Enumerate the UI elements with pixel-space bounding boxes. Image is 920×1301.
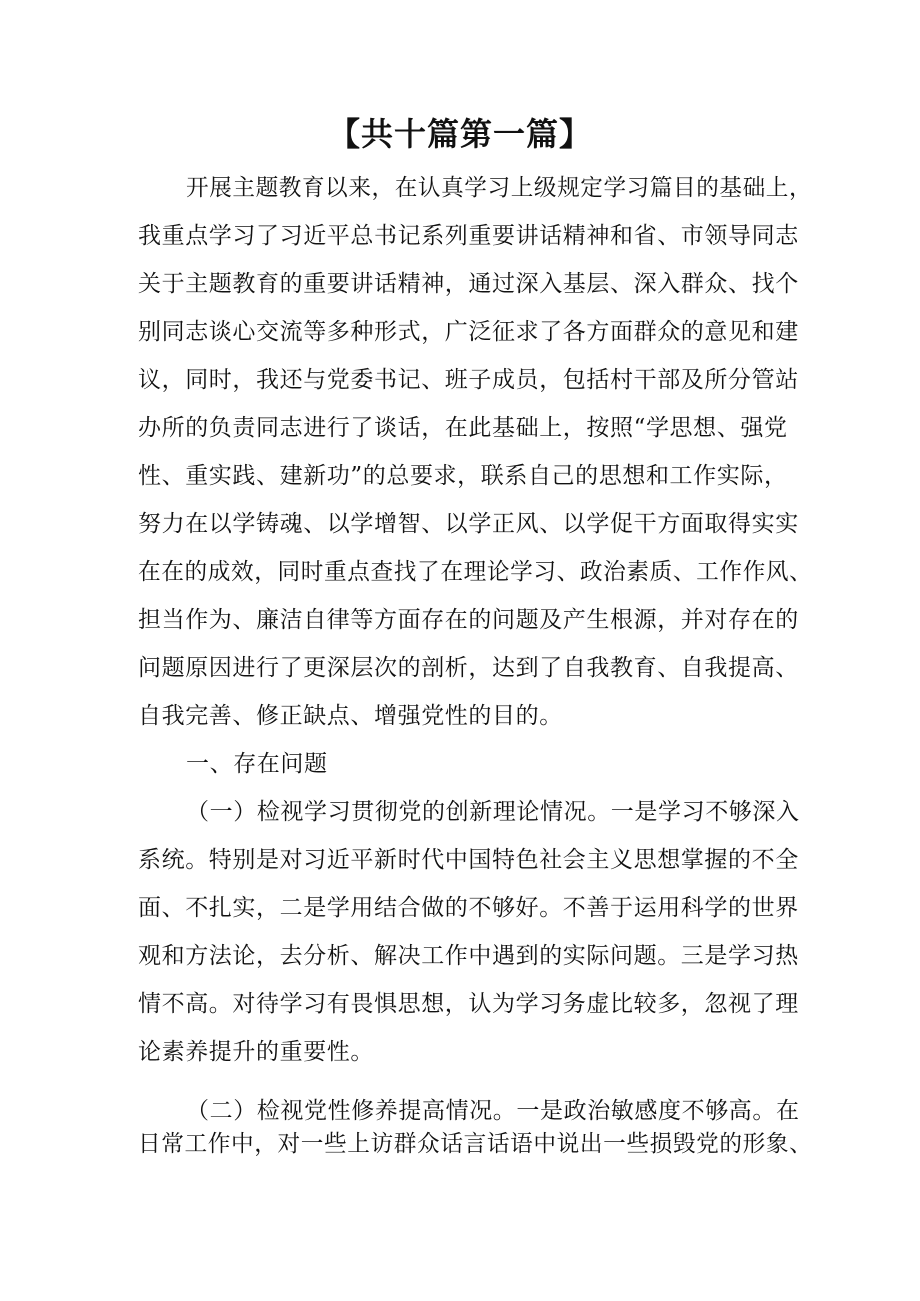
text-line-16: 观和方法论，去分析、解决工作中遇到的实际问题。三是学习热 [138,943,799,969]
text-line-10: 担当作为、廉洁自律等方面存在的问题及产生根源，并对存在的 [138,607,799,633]
text-line-3: 关于主题教育的重要讲话精神，通过深入基层、深入群众、找个 [138,271,799,297]
text-line-1: 开展主题教育以来，在认真学习上级规定学习篇目的基础上， [186,175,813,201]
text-line-8: 努力在以学铸魂、以学增智、以学正风、以学促干方面取得实实 [138,511,799,537]
text-line-2: 我重点学习了习近平总书记系列重要讲话精神和省、市领导同志 [138,223,799,249]
text-line-6: 办所的负责同志进行了谈话，在此基础上，按照“学思想、强党 [138,415,788,441]
text-line-11: 问题原因进行了更深层次的剖析，达到了自我教育、自我提高、 [138,655,799,681]
text-line-9: 在在的成效，同时重点查找了在理论学习、政治素质、工作作风、 [138,559,813,585]
text-line-4: 别同志谈心交流等多种形式，广泛征求了各方面群众的意见和建 [138,319,799,345]
text-line-7: 性、重实践、建新功”的总要求，联系自己的思想和工作实际， [138,463,788,489]
text-line-13: （一）检视学习贯彻党的创新理论情况。一是学习不够深入 [186,799,800,825]
text-line-19: （二）检视党性修养提高情况。一是政治敏感度不够高。在 [186,1098,800,1124]
text-line-5: 议，同时，我还与党委书记、班子成员，包括村干部及所分管站 [138,367,799,393]
text-line-20: 日常工作中，对一些上访群众话言话语中说出一些损毁党的形象、 [138,1131,813,1157]
document-title: 【共十篇第一篇】 [327,115,592,153]
text-line-17: 情不高。对待学习有畏惧思想，认为学习务虚比较多，忽视了理 [138,991,799,1017]
text-line-18: 论素养提升的重要性。 [138,1039,374,1065]
section-heading: 一、存在问题 [186,751,328,777]
text-line-14: 系统。特别是对习近平新时代中国特色社会主义思想掌握的不全 [138,847,799,873]
text-line-15: 面、不扎实，二是学用结合做的不够好。不善于运用科学的世界 [138,895,799,921]
text-line-12: 自我完善、修正缺点、增强党性的目的。 [138,703,563,729]
